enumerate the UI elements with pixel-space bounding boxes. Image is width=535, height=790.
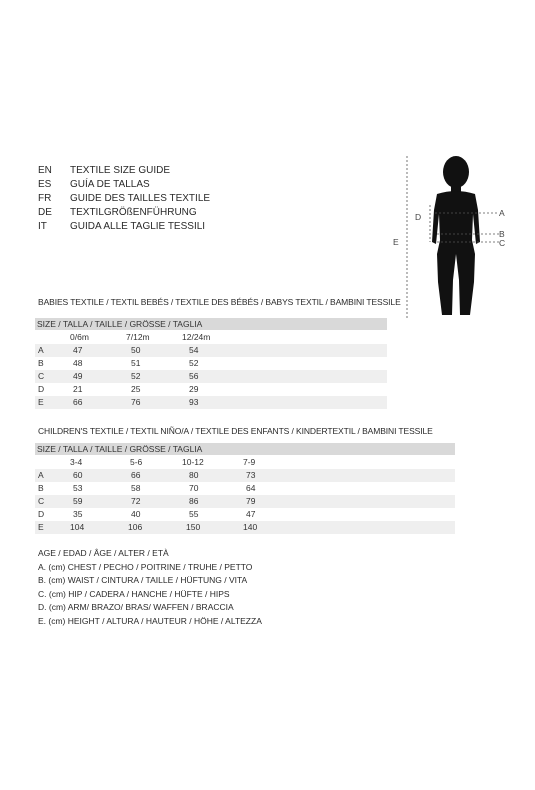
- table-row: [35, 344, 387, 357]
- row-label: B: [38, 358, 44, 368]
- table-row: [35, 482, 455, 495]
- size-cell: 12/24m: [182, 332, 211, 342]
- row-label: D: [38, 509, 45, 519]
- value-cell: 72: [131, 496, 141, 506]
- babies-table: [35, 318, 387, 414]
- row-label: A: [38, 345, 44, 355]
- row-label: E: [38, 522, 44, 532]
- value-cell: 140: [243, 522, 258, 532]
- value-cell: 150: [186, 522, 201, 532]
- size-cell: 3-4: [70, 457, 83, 467]
- size-cell: 7-9: [243, 457, 256, 467]
- lang-row-it: [38, 220, 298, 234]
- child-silhouette-icon: [385, 150, 515, 325]
- row-label: C: [38, 371, 45, 381]
- table-header: SIZE / TALLA / TAILLE / GRÖSSE / TAGLIA: [35, 318, 387, 330]
- value-cell: 35: [73, 509, 83, 519]
- value-cell: 86: [189, 496, 199, 506]
- value-cell: 52: [189, 358, 199, 368]
- lang-code: ES: [38, 179, 52, 190]
- legend-line: B. (cm) WAIST / CINTURA / TAILLE / HÜFTUNG / VITA: [38, 575, 248, 585]
- value-cell: 79: [246, 496, 256, 506]
- size-cell: 5-6: [130, 457, 143, 467]
- table-row: [35, 357, 387, 370]
- row-label: C: [38, 496, 45, 506]
- value-cell: 25: [131, 384, 141, 394]
- label-a: A: [499, 208, 505, 218]
- measurement-diagram: [385, 150, 515, 325]
- row-label: D: [38, 384, 45, 394]
- table-row: [35, 396, 387, 409]
- size-row: [35, 456, 455, 469]
- lang-code: IT: [38, 221, 47, 232]
- value-cell: 70: [189, 483, 199, 493]
- babies-section-title: BABIES TEXTILE / TEXTIL BEBÉS / TEXTILE DES BÉBÉS / BABYS TEXTIL / BAMBINI TESSILE: [38, 297, 401, 307]
- value-cell: 64: [246, 483, 256, 493]
- value-cell: 58: [131, 483, 141, 493]
- value-cell: 76: [131, 397, 141, 407]
- label-e: E: [393, 237, 399, 247]
- value-cell: 59: [73, 496, 83, 506]
- value-cell: 52: [131, 371, 141, 381]
- size-cell: 10-12: [182, 457, 204, 467]
- row-label: B: [38, 483, 44, 493]
- value-cell: 80: [189, 470, 199, 480]
- lang-code: FR: [38, 193, 52, 204]
- value-cell: 53: [73, 483, 83, 493]
- lang-row-en: [38, 164, 298, 178]
- label-c: C: [499, 238, 506, 248]
- children-section-title: CHILDREN'S TEXTILE / TEXTIL NIÑO/A / TEXTILE DES ENFANTS / KINDERTEXTIL / BAMBINI TESSILE: [38, 426, 433, 436]
- language-list: [38, 164, 298, 236]
- lang-row-es: [38, 178, 298, 192]
- lang-text: GUÍA DE TALLAS: [70, 179, 150, 190]
- value-cell: 47: [246, 509, 256, 519]
- value-cell: 73: [246, 470, 256, 480]
- lang-text: TEXTILGRÖßENFÜHRUNG: [70, 207, 197, 218]
- label-b: B: [499, 229, 505, 239]
- table-row: [35, 508, 455, 521]
- legend-line: AGE / EDAD / ÂGE / ALTER / ETÀ: [38, 548, 169, 558]
- lang-text: TEXTILE SIZE GUIDE: [70, 165, 171, 176]
- value-cell: 66: [131, 470, 141, 480]
- label-d: D: [415, 212, 422, 222]
- value-cell: 48: [73, 358, 83, 368]
- value-cell: 50: [131, 345, 141, 355]
- value-cell: 51: [131, 358, 141, 368]
- value-cell: 21: [73, 384, 83, 394]
- value-cell: 66: [73, 397, 83, 407]
- value-cell: 49: [73, 371, 83, 381]
- row-label: A: [38, 470, 44, 480]
- table-row: [35, 521, 455, 534]
- legend-line: A. (cm) CHEST / PECHO / POITRINE / TRUHE / PETTO: [38, 561, 253, 572]
- size-cell: 0/6m: [70, 332, 89, 342]
- lang-text: GUIDA ALLE TAGLIE TESSILI: [70, 221, 206, 232]
- legend-line: E. (cm) HEIGHT / ALTURA / HAUTEUR / HÖHE / ALTEZZA: [38, 615, 262, 626]
- lang-row-fr: [38, 192, 298, 206]
- lang-row-de: [38, 206, 298, 220]
- value-cell: 40: [131, 509, 141, 519]
- legend-line: C. (cm) HIP / CADERA / HANCHE / HÜFTE / HIPS: [38, 588, 230, 599]
- lang-text: GUIDE DES TAILLES TEXTILE: [70, 193, 211, 204]
- row-label: E: [38, 397, 44, 407]
- value-cell: 104: [70, 522, 85, 532]
- lang-code: DE: [38, 207, 52, 218]
- table-header: SIZE / TALLA / TAILLE / GRÖSSE / TAGLIA: [35, 443, 455, 455]
- size-cell: 7/12m: [126, 332, 150, 342]
- table-row: [35, 469, 455, 482]
- value-cell: 60: [73, 470, 83, 480]
- value-cell: 56: [189, 371, 199, 381]
- value-cell: 54: [189, 345, 199, 355]
- legend-line: D. (cm) ARM/ BRAZO/ BRAS/ WAFFEN / BRACCIA: [38, 602, 234, 612]
- children-table: [35, 443, 455, 539]
- value-cell: 93: [189, 397, 199, 407]
- table-row: [35, 370, 387, 383]
- value-cell: 47: [73, 345, 83, 355]
- size-row: [35, 331, 387, 344]
- lang-code: EN: [38, 165, 52, 176]
- measurement-legend: [38, 547, 338, 631]
- value-cell: 106: [128, 522, 143, 532]
- table-row: [35, 495, 455, 508]
- value-cell: 29: [189, 384, 199, 394]
- table-row: [35, 383, 387, 396]
- value-cell: 55: [189, 509, 199, 519]
